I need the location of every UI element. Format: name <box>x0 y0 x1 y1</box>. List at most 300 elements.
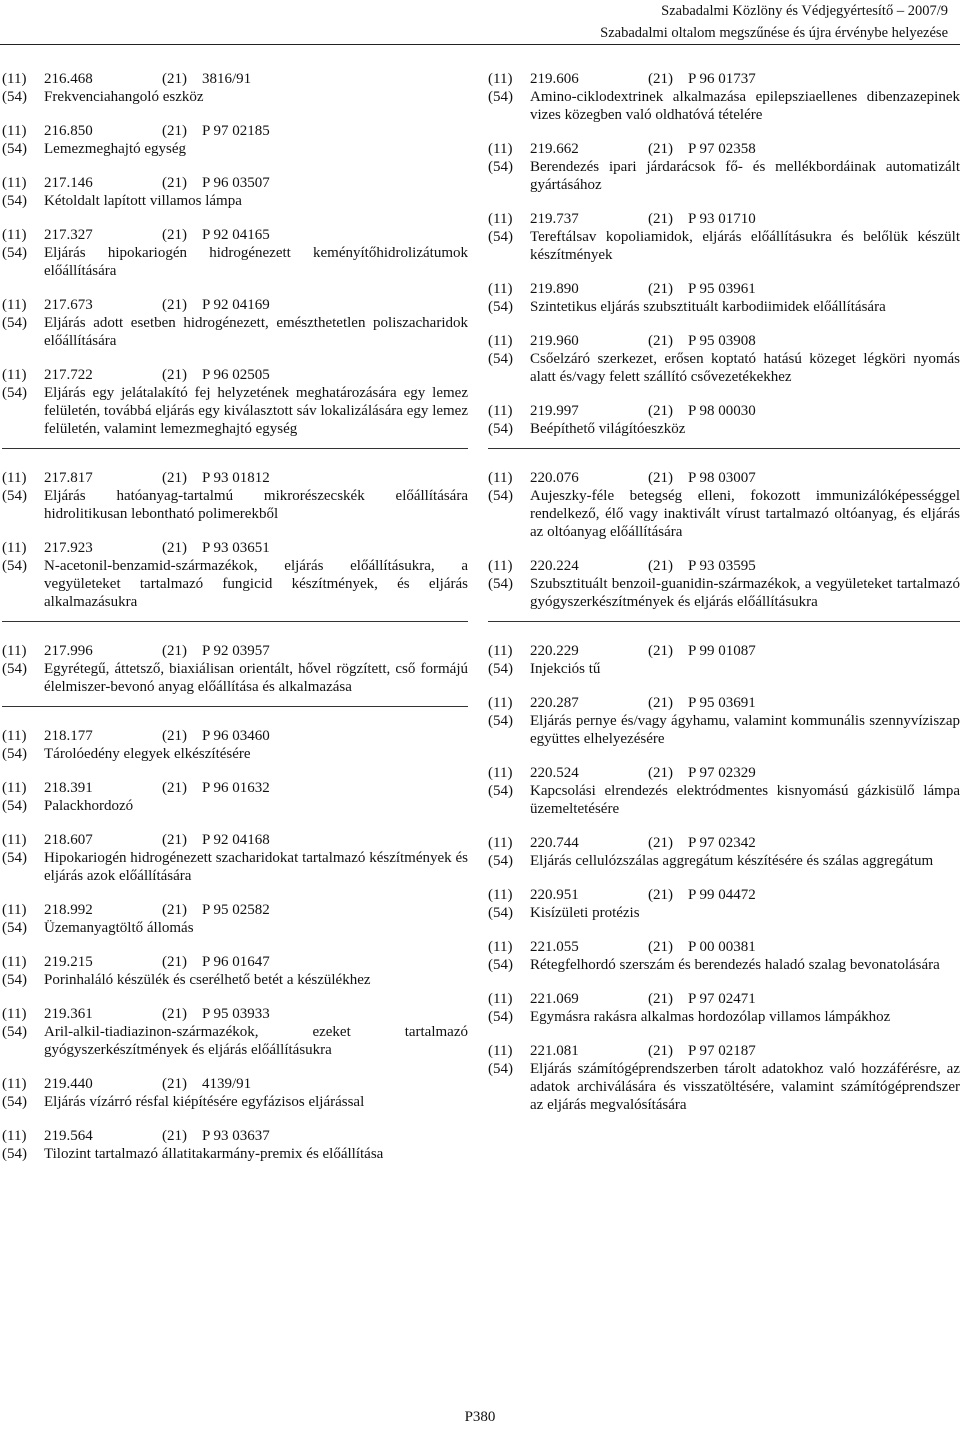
entry-number-row <box>488 557 960 575</box>
inid-code-54: (54) <box>488 299 513 315</box>
inid-code-11: (11) <box>2 175 27 191</box>
application-number: P 96 01737 <box>688 71 756 87</box>
entry-number-row <box>2 901 468 919</box>
patent-entry <box>2 366 468 449</box>
entry-title-row <box>2 660 468 696</box>
invention-title: Eljárás számítógéprendszerben tárolt adatokhoz való hozzáférésre, az adatok archiválására és visszatöltésére, valamint számítógéprendszer az eljárás megvalósítására <box>530 1061 960 1113</box>
entry-number-row <box>2 296 468 314</box>
inid-code-54: (54) <box>2 141 27 157</box>
inid-code-54: (54) <box>2 972 27 988</box>
entry-title-row <box>488 904 960 922</box>
entry-title-row <box>488 228 960 264</box>
inid-code-21: (21) <box>648 887 673 903</box>
inid-code-54: (54) <box>488 1061 513 1077</box>
inid-code-21: (21) <box>162 367 187 383</box>
patent-entry <box>488 834 960 870</box>
patent-number: 219.737 <box>530 211 579 227</box>
invention-title: Aril-alkil-tiadiazinon-származékok, ezeket tartalmazó gyógyszerkészítmények és eljárás előállításukra <box>44 1024 468 1058</box>
invention-title: Tilozint tartalmazó állatitakarmány-premix és előállítása <box>44 1146 384 1162</box>
inid-code-21: (21) <box>162 123 187 139</box>
entry-title-row <box>488 660 960 678</box>
inid-code-54: (54) <box>488 1009 513 1025</box>
application-number: P 96 03507 <box>202 175 270 191</box>
application-number: P 99 04472 <box>688 887 756 903</box>
invention-title: Kétoldalt lapított villamos lámpa <box>44 193 242 209</box>
application-number: P 95 03933 <box>202 1006 270 1022</box>
invention-title: Porinhaláló készülék és cserélhető betét a készülékhez <box>44 972 371 988</box>
entry-number-row <box>2 1005 468 1023</box>
entry-number-row <box>488 990 960 1008</box>
entry-title-row <box>2 487 468 523</box>
patent-entry <box>488 332 960 386</box>
entry-title-row <box>488 575 960 611</box>
invention-title: Üzemanyagtöltő állomás <box>44 920 194 936</box>
entry-title-row <box>2 384 468 438</box>
inid-code-21: (21) <box>648 333 673 349</box>
application-number: P 96 02505 <box>202 367 270 383</box>
entry-number-row <box>488 938 960 956</box>
inid-code-21: (21) <box>648 403 673 419</box>
inid-code-54: (54) <box>488 159 513 175</box>
entry-title-row <box>2 244 468 280</box>
inid-code-11: (11) <box>2 1006 27 1022</box>
entry-number-row <box>2 779 468 797</box>
invention-title: Hipokariogén hidrogénezett szacharidokat tartalmazó készítmények és eljárás azok előállítására <box>44 850 468 884</box>
inid-code-54: (54) <box>488 783 513 799</box>
invention-title: Beépíthető világítóeszköz <box>530 421 686 437</box>
inid-code-21: (21) <box>162 728 187 744</box>
inid-code-11: (11) <box>488 470 513 486</box>
entry-title-row <box>488 487 960 541</box>
entry-title-row <box>2 88 468 106</box>
inid-code-21: (21) <box>648 991 673 1007</box>
patent-number: 219.960 <box>530 333 579 349</box>
entry-number-row <box>2 727 468 745</box>
entry-title-row <box>2 849 468 885</box>
entry-title-row <box>488 350 960 386</box>
entry-title-row <box>488 1060 960 1114</box>
inid-code-21: (21) <box>648 470 673 486</box>
inid-code-54: (54) <box>2 89 27 105</box>
inid-code-54: (54) <box>2 488 27 504</box>
invention-title: Aujeszky-féle betegség elleni, fokozott immunizálóképességgel rendelkező, élő vagy inaktivált vírust tartalmazó oltóanyag, és eljárás az oltóanyag előállítására <box>530 488 960 540</box>
patent-entry <box>488 70 960 124</box>
inid-code-11: (11) <box>2 902 27 918</box>
inid-code-54: (54) <box>2 798 27 814</box>
inid-code-21: (21) <box>648 211 673 227</box>
entry-title-row <box>488 158 960 194</box>
patent-entry <box>488 402 960 449</box>
inid-code-11: (11) <box>488 765 513 781</box>
entry-title-row <box>2 1145 468 1163</box>
invention-title: Tereftálsav kopoliamidok, eljárás előállításukra és belőlük készült készítmények <box>530 229 960 263</box>
inid-code-21: (21) <box>648 558 673 574</box>
patent-entry <box>2 642 468 707</box>
inid-code-11: (11) <box>2 954 27 970</box>
patent-number: 219.361 <box>44 1006 93 1022</box>
inid-code-21: (21) <box>162 175 187 191</box>
invention-title: Lemezmeghajtó egység <box>44 141 187 157</box>
inid-code-54: (54) <box>488 421 513 437</box>
patent-number: 219.997 <box>530 403 579 419</box>
entry-number-row <box>2 642 468 660</box>
inid-code-11: (11) <box>488 1043 513 1059</box>
invention-title: Berendezés ipari járdarácsok fő- és mellékbordáinak automatizált gyártásához <box>530 159 960 193</box>
patent-number: 221.069 <box>530 991 579 1007</box>
patent-number: 220.524 <box>530 765 579 781</box>
inid-code-21: (21) <box>648 71 673 87</box>
patent-number: 216.850 <box>44 123 93 139</box>
patent-number: 216.468 <box>44 71 93 87</box>
invention-title: Eljárás cellulózszálas aggregátum készítésére és szálas aggregátum <box>530 853 934 869</box>
application-number: P 93 01812 <box>202 470 270 486</box>
entry-title-row <box>488 782 960 818</box>
inid-code-11: (11) <box>2 832 27 848</box>
application-number: 3816/91 <box>202 71 252 87</box>
inid-code-11: (11) <box>488 991 513 1007</box>
entry-title-row <box>2 1023 468 1059</box>
patent-number: 219.890 <box>530 281 579 297</box>
patent-entry <box>488 990 960 1026</box>
patent-entry <box>488 886 960 922</box>
inid-code-11: (11) <box>2 297 27 313</box>
entry-title-row <box>488 852 960 870</box>
entry-number-row <box>2 70 468 88</box>
inid-code-11: (11) <box>2 728 27 744</box>
inid-code-21: (21) <box>648 141 673 157</box>
entry-title-row <box>2 797 468 815</box>
inid-code-54: (54) <box>2 746 27 762</box>
invention-title: Szubsztituált benzoil-guanidin-származékok, a vegyületeket tartalmazó gyógyszerkészítmények és eljárás előállításukra <box>530 576 960 610</box>
invention-title: Szintetikus eljárás szubsztituált karbodiimidek előállítására <box>530 299 886 315</box>
invention-title: Eljárás vízárró résfal kiépítésére egyfázisos eljárással <box>44 1094 365 1110</box>
inid-code-54: (54) <box>2 661 27 677</box>
entry-title-row <box>2 557 468 611</box>
inid-code-21: (21) <box>162 71 187 87</box>
inid-code-21: (21) <box>162 832 187 848</box>
page-header <box>228 0 948 44</box>
entry-title-row <box>488 956 960 974</box>
inid-code-21: (21) <box>162 780 187 796</box>
inid-code-54: (54) <box>488 853 513 869</box>
patent-entry <box>488 469 960 541</box>
entry-number-row <box>488 1042 960 1060</box>
patent-number: 219.606 <box>530 71 579 87</box>
patent-number: 220.229 <box>530 643 579 659</box>
inid-code-21: (21) <box>648 695 673 711</box>
invention-title: Eljárás hipokariogén hidrogénezett keményítőhidrolizátumok előállítására <box>44 245 468 279</box>
header-rule <box>0 44 960 45</box>
inid-code-11: (11) <box>2 780 27 796</box>
inid-code-54: (54) <box>488 351 513 367</box>
inid-code-54: (54) <box>2 850 27 866</box>
inid-code-54: (54) <box>2 920 27 936</box>
patent-entry <box>488 557 960 622</box>
application-number: P 92 04168 <box>202 832 270 848</box>
inid-code-54: (54) <box>488 89 513 105</box>
invention-title: Eljárás adott esetben hidrogénezett, emészthetetlen poliszacharidok előállítására <box>44 315 468 349</box>
entry-number-row <box>2 226 468 244</box>
entry-title-row <box>488 1008 960 1026</box>
inid-code-54: (54) <box>488 661 513 677</box>
inid-code-11: (11) <box>488 835 513 851</box>
invention-title: Injekciós tű <box>530 661 601 677</box>
patent-entry <box>488 694 960 748</box>
entry-number-row <box>488 694 960 712</box>
entry-number-row <box>2 1127 468 1145</box>
patent-entry <box>488 140 960 194</box>
patent-number: 218.391 <box>44 780 93 796</box>
inid-code-21: (21) <box>162 1128 187 1144</box>
inid-code-21: (21) <box>162 297 187 313</box>
patent-entry <box>2 831 468 885</box>
inid-code-11: (11) <box>488 333 513 349</box>
application-number: P 97 02185 <box>202 123 270 139</box>
patent-number: 221.081 <box>530 1043 579 1059</box>
inid-code-54: (54) <box>2 385 27 401</box>
inid-code-11: (11) <box>488 141 513 157</box>
invention-title: Rétegfelhordó szerszám és berendezés haladó szalag bevonatolására <box>530 957 940 973</box>
inid-code-54: (54) <box>2 315 27 331</box>
inid-code-11: (11) <box>488 643 513 659</box>
entry-number-row <box>488 764 960 782</box>
invention-title: Egymásra rakásra alkalmas hordozólap villamos lámpákhoz <box>530 1009 891 1025</box>
entry-number-row <box>2 469 468 487</box>
invention-title: Eljárás hatóanyag-tartalmú mikrorészecskék előállítására hidrolitikusan lebontható polimerekből <box>44 488 468 522</box>
inid-code-54: (54) <box>2 245 27 261</box>
patent-entry <box>2 953 468 989</box>
application-number: P 93 03651 <box>202 540 270 556</box>
entry-title-row <box>488 420 960 438</box>
invention-title: Egyrétegű, áttetsző, biaxiálisan orientált, hővel rögzített, cső formájú élelmiszer-bevonó anyag előállítása és alkalmazása <box>44 661 468 695</box>
patent-entry <box>488 280 960 316</box>
entry-number-row <box>2 953 468 971</box>
inid-code-11: (11) <box>2 367 27 383</box>
patent-number: 218.177 <box>44 728 93 744</box>
entry-number-row <box>2 539 468 557</box>
entry-number-row <box>2 174 468 192</box>
application-number: P 96 01647 <box>202 954 270 970</box>
entry-number-row <box>488 140 960 158</box>
entry-number-row <box>488 642 960 660</box>
patent-entry <box>488 938 960 974</box>
invention-title: Frekvenciahangoló eszköz <box>44 89 204 105</box>
inid-code-54: (54) <box>2 193 27 209</box>
inid-code-11: (11) <box>488 558 513 574</box>
entry-number-row <box>2 366 468 384</box>
application-number: P 93 03595 <box>688 558 756 574</box>
application-number: P 97 02329 <box>688 765 756 781</box>
inid-code-11: (11) <box>488 281 513 297</box>
patent-entry <box>2 1005 468 1059</box>
patent-entry <box>2 901 468 937</box>
patent-entry <box>2 539 468 622</box>
entry-number-row <box>488 402 960 420</box>
patent-number: 217.146 <box>44 175 93 191</box>
invention-title: Eljárás egy jelátalakító fej helyzetének meghatározására egy lemez felületén, továbbá eljárás egy kiválasztott sáv lokalizálására egy lemez felületén, valamint lemezmeghajtó egység <box>44 385 468 437</box>
patent-entry <box>2 1075 468 1111</box>
inid-code-21: (21) <box>648 835 673 851</box>
application-number: P 97 02342 <box>688 835 756 851</box>
patent-number: 219.215 <box>44 954 93 970</box>
inid-code-11: (11) <box>2 470 27 486</box>
patent-number: 217.923 <box>44 540 93 556</box>
patent-number: 217.996 <box>44 643 93 659</box>
entry-number-row <box>488 332 960 350</box>
entry-title-row <box>488 712 960 748</box>
patent-entry <box>2 296 468 350</box>
application-number: P 92 04165 <box>202 227 270 243</box>
patent-entry <box>2 122 468 158</box>
inid-code-11: (11) <box>2 123 27 139</box>
patent-entry <box>2 779 468 815</box>
entry-title-row <box>488 298 960 316</box>
inid-code-54: (54) <box>488 576 513 592</box>
page-number: P380 <box>464 1409 496 1425</box>
inid-code-21: (21) <box>162 1076 187 1092</box>
patent-number: 221.055 <box>530 939 579 955</box>
inid-code-21: (21) <box>162 643 187 659</box>
inid-code-21: (21) <box>648 643 673 659</box>
patent-number: 219.662 <box>530 141 579 157</box>
inid-code-21: (21) <box>162 954 187 970</box>
patent-number: 217.673 <box>44 297 93 313</box>
application-number: P 95 03961 <box>688 281 756 297</box>
patent-entry <box>488 210 960 264</box>
application-number: P 99 01087 <box>688 643 756 659</box>
patent-number: 220.744 <box>530 835 579 851</box>
inid-code-21: (21) <box>162 227 187 243</box>
application-number: P 93 01710 <box>688 211 756 227</box>
entry-title-row <box>2 1093 468 1111</box>
application-number: P 95 03691 <box>688 695 756 711</box>
application-number: P 97 02358 <box>688 141 756 157</box>
patent-number: 220.951 <box>530 887 579 903</box>
left-column <box>2 70 468 1179</box>
application-number: 4139/91 <box>202 1076 252 1092</box>
entry-number-row <box>488 70 960 88</box>
inid-code-21: (21) <box>648 939 673 955</box>
application-number: P 98 03007 <box>688 470 756 486</box>
application-number: P 97 02471 <box>688 991 756 1007</box>
inid-code-11: (11) <box>2 1076 27 1092</box>
inid-code-54: (54) <box>2 1094 27 1110</box>
inid-code-21: (21) <box>162 902 187 918</box>
entry-number-row <box>2 1075 468 1093</box>
inid-code-11: (11) <box>488 403 513 419</box>
entry-title-row <box>2 314 468 350</box>
application-number: P 00 00381 <box>688 939 756 955</box>
patent-number: 218.992 <box>44 902 93 918</box>
patent-number: 220.076 <box>530 470 579 486</box>
inid-code-11: (11) <box>2 227 27 243</box>
invention-title: Eljárás pernye és/vagy ágyhamu, valamint kommunális szennyvíziszap együttes elhelyezésére <box>530 713 960 747</box>
invention-title: N-acetonil-benzamid-származékok, eljárás előállításukra, a vegyületeket tartalmazó fungicid készítmények, és eljárás alkalmazásukra <box>44 558 468 610</box>
inid-code-21: (21) <box>648 1043 673 1059</box>
entry-title-row <box>488 88 960 124</box>
patent-number: 217.722 <box>44 367 93 383</box>
patent-number: 219.440 <box>44 1076 93 1092</box>
entry-title-row <box>2 140 468 158</box>
patent-number: 217.327 <box>44 227 93 243</box>
entry-number-row <box>488 210 960 228</box>
entry-number-row <box>2 122 468 140</box>
inid-code-21: (21) <box>648 281 673 297</box>
invention-title: Amino-ciklodextrinek alkalmazása epilepsziaellenes dibenzazepinek vizes közegben való oldhatóvá tételére <box>530 89 960 123</box>
invention-title: Csőelzáró szerkezet, erősen koptató hatású közeget légköri nyomás alatt és/vagy felett szállító csővezetékekhez <box>530 351 960 385</box>
inid-code-21: (21) <box>162 470 187 486</box>
patent-entry <box>2 174 468 210</box>
application-number: P 95 02582 <box>202 902 270 918</box>
invention-title: Palackhordozó <box>44 798 134 814</box>
inid-code-11: (11) <box>2 643 27 659</box>
application-number: P 97 02187 <box>688 1043 756 1059</box>
inid-code-21: (21) <box>648 765 673 781</box>
invention-title: Tárolóedény elegyek elkészítésére <box>44 746 251 762</box>
inid-code-54: (54) <box>488 957 513 973</box>
invention-title: Kisízületi protézis <box>530 905 640 921</box>
patent-entry <box>2 469 468 523</box>
entry-number-row <box>488 886 960 904</box>
inid-code-11: (11) <box>488 695 513 711</box>
patent-number: 220.224 <box>530 558 579 574</box>
entry-title-row <box>2 745 468 763</box>
patent-entry <box>488 642 960 678</box>
patent-entry <box>488 764 960 818</box>
section-title: Szabadalmi oltalom megszűnése és újra érvénybe helyezése <box>600 25 948 41</box>
inid-code-11: (11) <box>488 939 513 955</box>
journal-title: Szabadalmi Közlöny és Védjegyértesítő – 2007/9 <box>661 3 948 19</box>
application-number: P 92 03957 <box>202 643 270 659</box>
patent-entry <box>2 1127 468 1163</box>
entry-number-row <box>2 831 468 849</box>
inid-code-11: (11) <box>488 211 513 227</box>
application-number: P 96 01632 <box>202 780 270 796</box>
application-number: P 93 03637 <box>202 1128 270 1144</box>
entry-title-row <box>2 919 468 937</box>
right-column <box>488 70 960 1130</box>
patent-number: 218.607 <box>44 832 93 848</box>
inid-code-21: (21) <box>162 540 187 556</box>
application-number: P 92 04169 <box>202 297 270 313</box>
entry-title-row <box>2 192 468 210</box>
inid-code-54: (54) <box>2 558 27 574</box>
invention-title: Kapcsolási elrendezés elektródmentes kisnyomású gázkisülő lámpa üzemeltetésére <box>530 783 960 817</box>
inid-code-54: (54) <box>488 713 513 729</box>
patent-number: 220.287 <box>530 695 579 711</box>
patent-number: 219.564 <box>44 1128 93 1144</box>
inid-code-54: (54) <box>488 229 513 245</box>
inid-code-54: (54) <box>2 1146 27 1162</box>
patent-entry <box>488 1042 960 1114</box>
inid-code-11: (11) <box>2 540 27 556</box>
patent-entry <box>2 727 468 763</box>
application-number: P 98 00030 <box>688 403 756 419</box>
inid-code-54: (54) <box>2 1024 27 1040</box>
entry-number-row <box>488 469 960 487</box>
entry-number-row <box>488 280 960 298</box>
inid-code-11: (11) <box>2 1128 27 1144</box>
inid-code-11: (11) <box>488 71 513 87</box>
inid-code-11: (11) <box>2 71 27 87</box>
inid-code-21: (21) <box>162 1006 187 1022</box>
entry-number-row <box>488 834 960 852</box>
inid-code-54: (54) <box>488 905 513 921</box>
inid-code-11: (11) <box>488 887 513 903</box>
patent-entry <box>2 226 468 280</box>
patent-number: 217.817 <box>44 470 93 486</box>
application-number: P 96 03460 <box>202 728 270 744</box>
